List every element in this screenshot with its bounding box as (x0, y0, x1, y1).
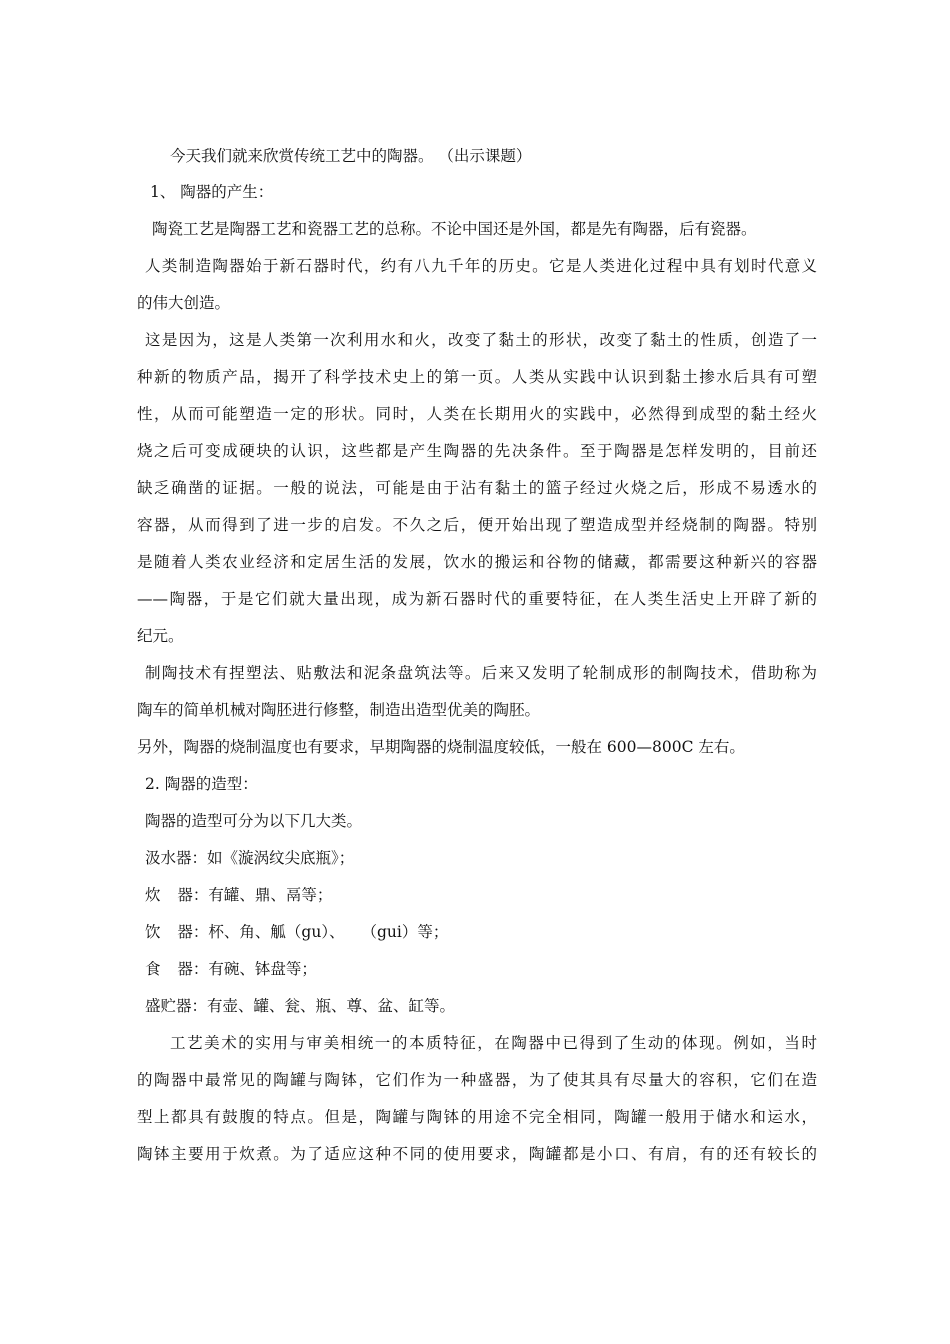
intro-line: 今天我们就来欣赏传统工艺中的陶器。 （出示课题） (170, 147, 532, 165)
paragraph-line: 缺乏确凿的证据。一般的说法，可能是由于沾有黏土的篮子经过火烧之后，形成不易透水的 (137, 479, 817, 497)
paragraph-line: 的陶器中最常见的陶罐与陶钵，它们作为一种盛器，为了使其具有尽量大的容积，它们在造 (137, 1071, 817, 1089)
list-item: 盛贮器：有壶、罐、瓮、瓶、尊、盆、缸等。 (145, 997, 456, 1015)
paragraph-line: 陶钵主要用于炊煮。为了适应这种不同的使用要求，陶罐都是小口、有肩，有的还有较长的 (137, 1145, 817, 1163)
paragraph-line: 制陶技术有捏塑法、贴敷法和泥条盘筑法等。后来又发明了轮制成形的制陶技术，借助称为 (145, 664, 817, 682)
paragraph-line: 陶车的简单机械对陶胚进行修整，制造出造型优美的陶胚。 (137, 701, 541, 719)
section-heading-2: 2. 陶器的造型： (145, 775, 258, 793)
paragraph-line: 纪元。 (137, 627, 184, 645)
paragraph-line: 人类制造陶器始于新石器时代，约有八九千年的历史。它是人类进化过程中具有划时代意义 (145, 257, 817, 275)
paragraph-line: 烧之后可变成硬块的认识，这些都是产生陶器的先决条件。至于陶器是怎样发明的，目前还 (137, 442, 817, 460)
paragraph-line: 容器，从而得到了进一步的启发。不久之后，便开始出现了塑造成型并经烧制的陶器。特别 (137, 516, 817, 534)
paragraph-line: 种新的物质产品，揭开了科学技术史上的第一页。人类从实践中认识到黏土掺水后具有可塑 (137, 368, 817, 386)
paragraph-line: 陶瓷工艺是陶器工艺和瓷器工艺的总称。不论中国还是外国，都是先有陶器，后有瓷器。 (152, 220, 757, 238)
list-item: 饮 器：杯、角、觚（gu）、 （gui）等； (145, 923, 449, 941)
section-heading-1: 1、 陶器的产生： (150, 183, 274, 201)
paragraph-line: 的伟大创造。 (137, 294, 231, 312)
list-item: 汲水器：如《漩涡纹尖底瓶》； (145, 849, 355, 867)
paragraph-line: ——陶器，于是它们就大量出现，成为新石器时代的重要特征，在人类生活史上开辟了新的 (137, 590, 817, 608)
paragraph-line: 工艺美术的实用与审美相统一的本质特征，在陶器中已得到了生动的体现。例如，当时 (170, 1034, 817, 1052)
paragraph-line: 性，从而可能塑造一定的形状。同时，人类在长期用火的实践中，必然得到成型的黏土经火 (137, 405, 817, 423)
list-item: 食 器：有碗、钵盘等； (145, 960, 317, 978)
paragraph-line: 这是因为，这是人类第一次利用水和火，改变了黏土的形状，改变了黏土的性质，创造了一 (145, 331, 817, 349)
paragraph-line: 型上都具有鼓腹的特点。但是，陶罐与陶钵的用途不完全相同，陶罐一般用于储水和运水， (137, 1108, 817, 1126)
paragraph-line: 陶器的造型可分为以下几大类。 (145, 812, 363, 830)
paragraph-line: 是随着人类农业经济和定居生活的发展，饮水的搬运和谷物的储藏，都需要这种新兴的容器 (137, 553, 817, 571)
paragraph-line: 另外，陶器的烧制温度也有要求，早期陶器的烧制温度较低，一般在 600—800C 左右。 (137, 738, 745, 756)
list-item: 炊 器：有罐、鼎、鬲等； (145, 886, 333, 904)
